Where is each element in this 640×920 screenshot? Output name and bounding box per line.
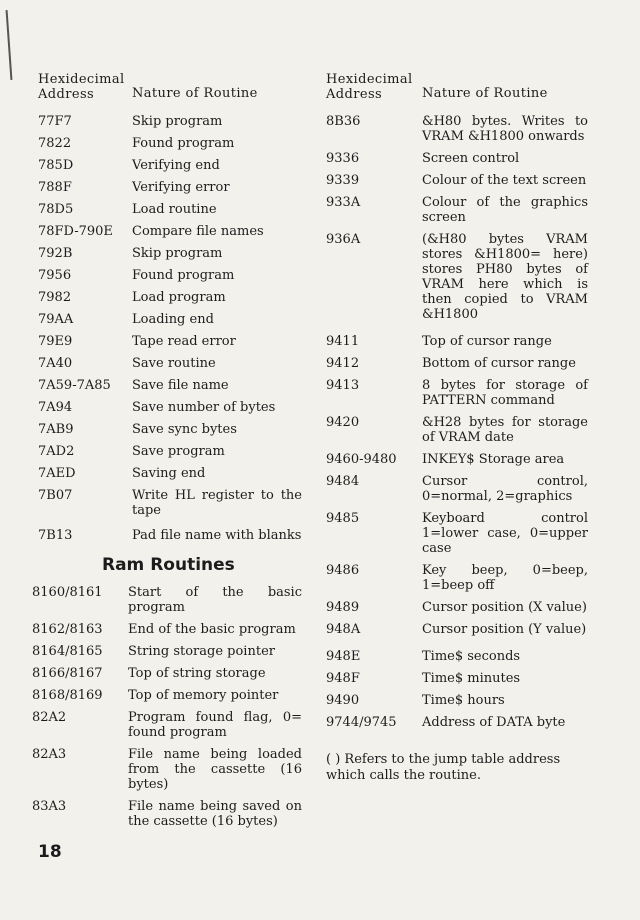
address-cell: 9336 — [326, 151, 360, 166]
table-row — [326, 378, 588, 408]
routine-cell: Write HL register to the tape — [132, 488, 302, 518]
routine-cell: Skip program — [132, 114, 223, 129]
routine-cell: Time$ hours — [422, 693, 505, 708]
routine-cell: Cursor position (Y value) — [422, 622, 587, 637]
routine-cell: End of the basic program — [128, 622, 296, 637]
routine-cell: Found program — [132, 136, 235, 151]
address-cell: 82A2 — [32, 710, 67, 725]
table-row — [38, 488, 302, 518]
address-cell: 933A — [326, 195, 361, 210]
routine-cell: Screen control — [422, 151, 520, 166]
ram-rows — [32, 585, 302, 829]
address-cell: 78D5 — [38, 202, 74, 217]
ram-routines-title: Ram Routines — [102, 555, 235, 575]
address-cell: 8162/8163 — [32, 622, 103, 637]
address-cell: 9484 — [326, 474, 360, 489]
nature-header: Nature of Routine — [422, 86, 548, 101]
routine-cell: Program found flag, 0= found program — [128, 710, 302, 740]
routine-cell: &H80 bytes. Writes to VRAM &H1800 onwards — [422, 114, 588, 144]
table-row — [38, 466, 302, 481]
page-edge-mark — [6, 10, 13, 80]
table-row — [38, 312, 302, 327]
address-cell: 8166/8167 — [32, 666, 103, 681]
table-row — [326, 715, 588, 730]
address-cell: 7AD2 — [38, 444, 75, 459]
table-row — [38, 528, 302, 543]
address-cell: 9460-9480 — [326, 452, 397, 467]
routine-cell: Saving end — [132, 466, 206, 481]
routine-cell: Colour of the graphics screen — [422, 195, 588, 225]
routine-cell: Pad file name with blanks — [132, 528, 302, 543]
left-rows — [38, 114, 302, 543]
routine-cell: Keyboard control 1=lower case, 0=upper case — [422, 511, 588, 556]
address-cell: 7AED — [38, 466, 76, 481]
table-row — [326, 173, 588, 188]
address-cell: 82A3 — [32, 747, 67, 762]
table-row — [38, 114, 302, 129]
address-cell: 77F7 — [38, 114, 72, 129]
table-row — [32, 799, 302, 829]
table-row — [32, 585, 302, 615]
address-cell: 9489 — [326, 600, 360, 615]
address-cell: 792B — [38, 246, 73, 261]
routine-cell: Top of memory pointer — [128, 688, 279, 703]
table-row — [326, 622, 588, 637]
page-number: 18 — [38, 842, 62, 862]
table-row — [38, 158, 302, 173]
table-row — [38, 290, 302, 305]
table-row — [326, 415, 588, 445]
address-header: Hexidecimal Address — [326, 72, 413, 102]
address-cell: 7A94 — [38, 400, 73, 415]
table-row — [326, 232, 588, 322]
table-row — [32, 710, 302, 740]
table-row — [38, 356, 302, 371]
table-row — [38, 246, 302, 261]
routine-cell: Bottom of cursor range — [422, 356, 576, 371]
address-cell: 8164/8165 — [32, 644, 103, 659]
table-row — [326, 563, 588, 593]
address-cell: 7A40 — [38, 356, 73, 371]
table-row — [326, 671, 588, 686]
table-row — [326, 114, 588, 144]
routine-cell: Colour of the text screen — [422, 173, 587, 188]
address-cell: 9486 — [326, 563, 360, 578]
routine-cell: Save number of bytes — [132, 400, 276, 415]
address-cell: 7A59-7A85 — [38, 378, 111, 393]
routine-cell: Save sync bytes — [132, 422, 237, 437]
address-cell: 7B13 — [38, 528, 73, 543]
routine-cell: Compare file names — [132, 224, 264, 239]
table-row — [38, 224, 302, 239]
routine-cell: File name being saved on the cassette (16 bytes) — [128, 799, 302, 829]
table-row — [38, 334, 302, 349]
routine-cell: Save file name — [132, 378, 229, 393]
address-cell: 7B07 — [38, 488, 73, 503]
routine-cell: Top of string storage — [128, 666, 266, 681]
address-cell: 9413 — [326, 378, 360, 393]
routine-cell: Cursor control, 0=normal, 2=graphics — [422, 474, 588, 504]
routine-cell: (&H80 bytes VRAM stores &H1800= here) stores PH80 bytes of VRAM here which is then copied to VRAM &H1800 — [422, 232, 588, 322]
jump-table-note: ( ) Refers to the jump table address which calls the routine. — [326, 752, 561, 783]
routine-cell: Load program — [132, 290, 226, 305]
table-row — [326, 474, 588, 504]
address-cell: 8B36 — [326, 114, 361, 129]
address-cell: 936A — [326, 232, 361, 247]
address-cell: 9485 — [326, 511, 360, 526]
left-column — [32, 72, 302, 836]
table-row — [38, 202, 302, 217]
routine-cell: File name being loaded from the cassette (16 bytes) — [128, 747, 302, 792]
left-table-header — [38, 72, 302, 102]
table-row — [326, 452, 588, 467]
address-cell: 9412 — [326, 356, 360, 371]
address-cell: 9744/9745 — [326, 715, 397, 730]
address-cell: 8160/8161 — [32, 585, 103, 600]
table-row — [38, 444, 302, 459]
routine-cell: 8 bytes for storage of PATTERN command — [422, 378, 588, 408]
routine-cell: Loading end — [132, 312, 214, 327]
routine-cell: &H28 bytes for storage of VRAM date — [422, 415, 588, 445]
routine-cell: Cursor position (X value) — [422, 600, 587, 615]
address-cell: 948A — [326, 622, 361, 637]
address-cell: 7956 — [38, 268, 72, 283]
right-rows — [326, 114, 588, 730]
address-header: Hexidecimal Address — [38, 72, 125, 102]
table-row — [32, 644, 302, 659]
table-row — [326, 511, 588, 556]
address-cell: 83A3 — [32, 799, 67, 814]
address-cell: 7AB9 — [38, 422, 74, 437]
routine-cell: Skip program — [132, 246, 223, 261]
routine-cell: Time$ minutes — [422, 671, 521, 686]
table-row — [32, 688, 302, 703]
routine-cell: Save program — [132, 444, 225, 459]
table-row — [32, 747, 302, 792]
table-row — [326, 649, 588, 664]
address-cell: 9420 — [326, 415, 360, 430]
address-cell: 9411 — [326, 334, 360, 349]
routine-cell: Tape read error — [132, 334, 236, 349]
routine-cell: String storage pointer — [128, 644, 275, 659]
routine-cell: Verifying end — [132, 158, 220, 173]
routine-cell: INKEY$ Storage area — [422, 452, 565, 467]
routine-cell: Found program — [132, 268, 235, 283]
address-cell: 785D — [38, 158, 74, 173]
table-row — [32, 666, 302, 681]
routine-cell: Address of DATA byte — [422, 715, 566, 730]
routine-cell: Top of cursor range — [422, 334, 552, 349]
address-cell: 948E — [326, 649, 361, 664]
table-row — [38, 422, 302, 437]
routine-cell: Key beep, 0=beep, 1=beep off — [422, 563, 588, 593]
table-row — [38, 400, 302, 415]
table-row — [38, 136, 302, 151]
table-row — [326, 600, 588, 615]
address-cell: 79E9 — [38, 334, 73, 349]
table-row — [32, 622, 302, 637]
right-table-header — [326, 72, 588, 102]
routine-cell: Time$ seconds — [422, 649, 521, 664]
address-cell: 7982 — [38, 290, 72, 305]
routine-cell: Start of the basic program — [128, 585, 302, 615]
address-cell: 8168/8169 — [32, 688, 103, 703]
right-column — [326, 72, 588, 784]
address-cell: 78FD-790E — [38, 224, 113, 239]
table-row — [38, 378, 302, 393]
routine-cell: Load routine — [132, 202, 217, 217]
routine-cell: Verifying error — [132, 180, 230, 195]
address-cell: 7822 — [38, 136, 72, 151]
table-row — [326, 356, 588, 371]
table-row — [326, 693, 588, 708]
table-row — [38, 180, 302, 195]
table-row — [326, 195, 588, 225]
table-row — [326, 334, 588, 349]
address-cell: 9339 — [326, 173, 360, 188]
nature-header: Nature of Routine — [132, 86, 258, 101]
table-row — [38, 268, 302, 283]
address-cell: 788F — [38, 180, 72, 195]
address-cell: 9490 — [326, 693, 360, 708]
address-cell: 948F — [326, 671, 360, 686]
address-cell: 79AA — [38, 312, 74, 327]
table-row — [326, 151, 588, 166]
routine-cell: Save routine — [132, 356, 216, 371]
